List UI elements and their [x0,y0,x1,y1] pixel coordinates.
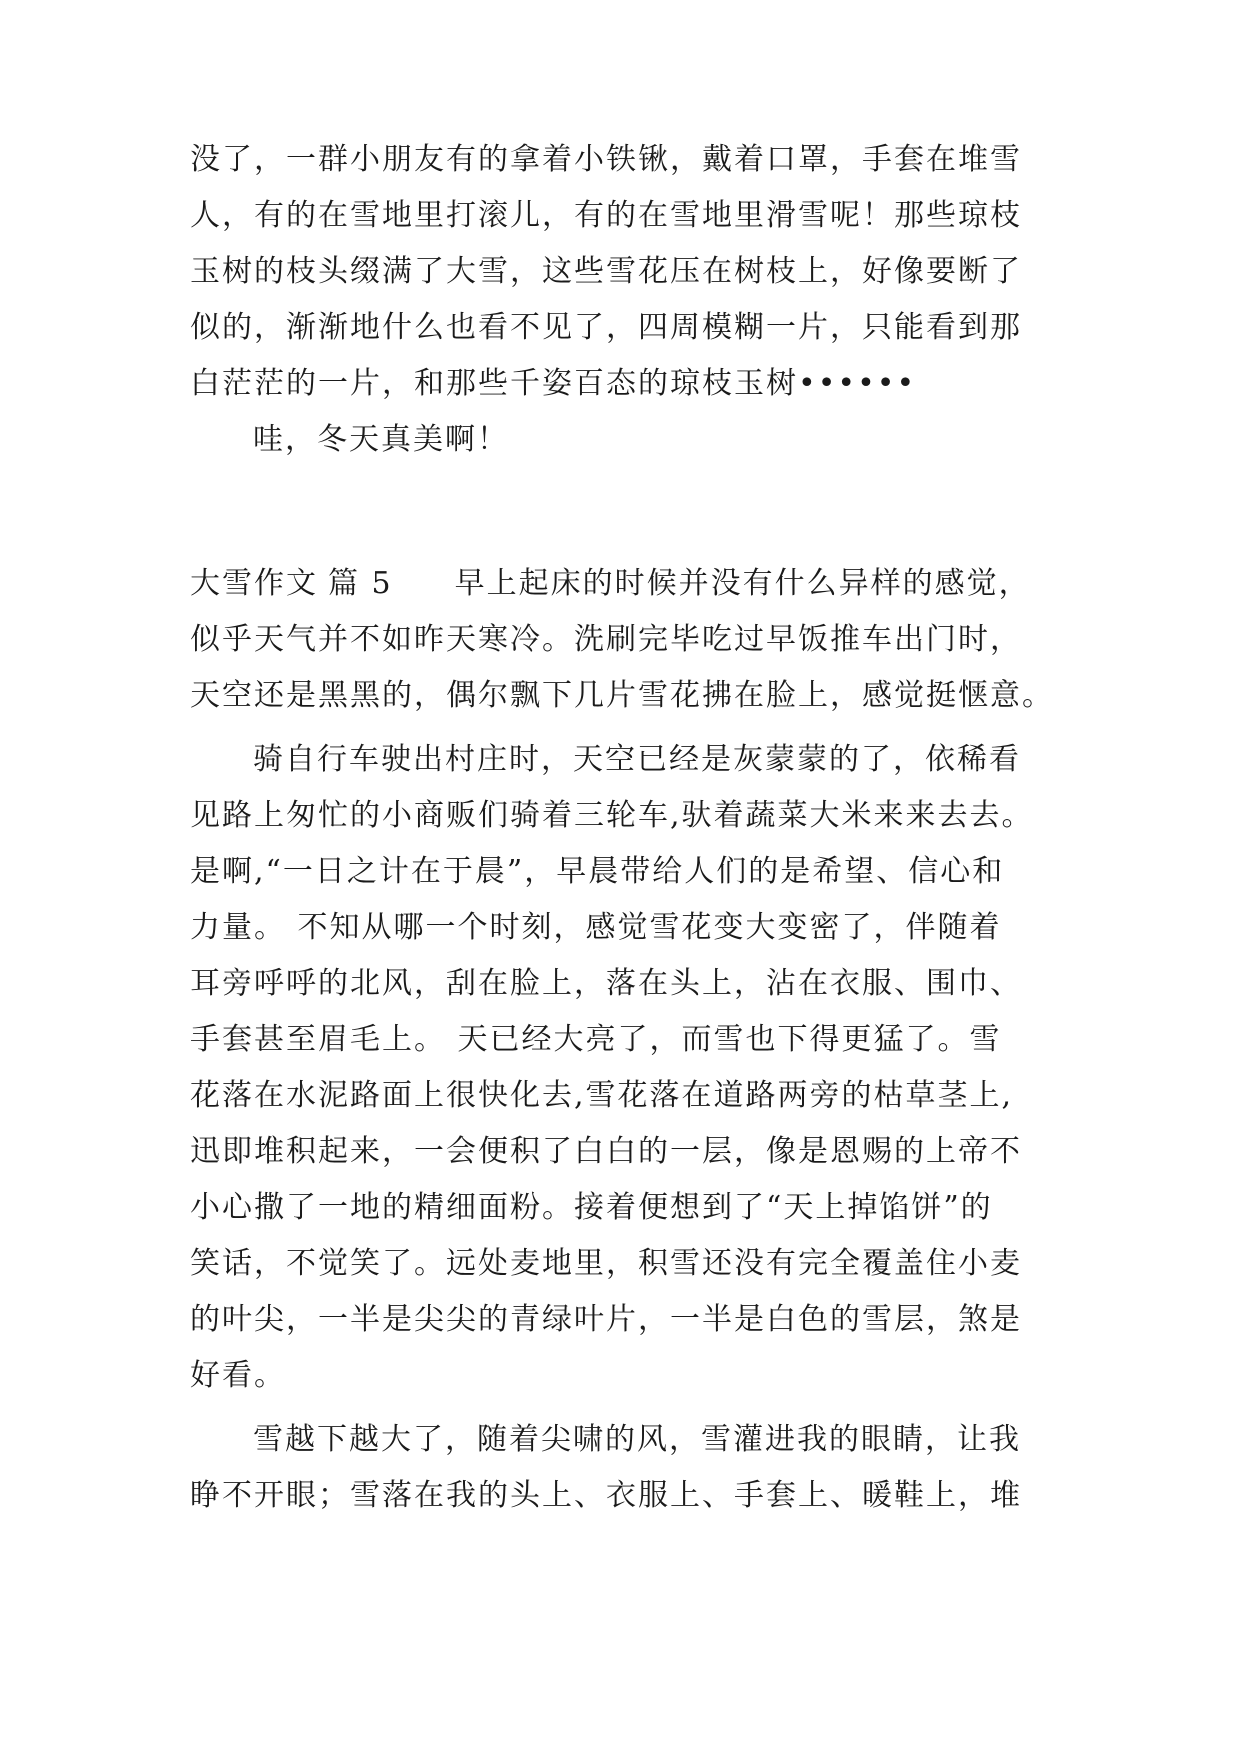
text-line: 小心撒了一地的精细面粉。接着便想到了“天上掉馅饼”的 [190,1190,993,1225]
text-line: 似的，渐渐地什么也看不见了，四周模糊一片，只能看到那 [190,310,1022,345]
text-line: 力量。 不知从哪一个时刻，感觉雪花变大变密了，伴随着 [190,910,1002,945]
text-line: 骑自行车驶出村庄时，天空已经是灰蒙蒙的了，依稀看 [253,742,1021,777]
text-line: 玉树的枝头缀满了大雪，这些雪花压在树枝上，好像要断了 [190,254,1022,289]
section-title: 大雪作文 [190,566,318,601]
text-line: 笑话，不觉笑了。远处麦地里，积雪还没有完全覆盖住小麦 [190,1246,1022,1281]
text-line: 耳旁呼呼的北风，刮在脸上，落在头上，沾在衣服、围巾、 [190,966,1022,1001]
first-line-text: 早上起床的时候并没有什么异样的感觉， [454,566,1031,601]
text-line: 花落在水泥路面上很快化去,雪花落在道路两旁的枯草茎上, [190,1078,1014,1113]
text-line: 没了，一群小朋友有的拿着小铁锹，戴着口罩，手套在堆雪 [190,142,1022,177]
text-line: 手套甚至眉毛上。 天已经大亮了，而雪也下得更猛了。雪 [190,1022,1002,1057]
text-line: 睁不开眼；雪落在我的头上、衣服上、手套上、暖鞋上，堆 [190,1478,1022,1513]
section-number: 篇 5 [328,566,393,601]
text-line: 人，有的在雪地里打滚儿，有的在雪地里滑雪呢！那些琼枝 [190,198,1022,233]
text-line: 天空还是黑黑的，偶尔飘下几片雪花拂在脸上，感觉挺惬意。 [190,678,1054,713]
text-line: 见路上匆忙的小商贩们骑着三轮车,驮着蔬菜大米来来去去。 [190,798,1034,833]
text-line: 好看。 [190,1358,286,1393]
closing-line: 哇，冬天真美啊！ [253,422,509,457]
text-line: 似乎天气并不如昨天寒冷。洗刷完毕吃过早饭推车出门时， [190,622,1022,657]
text-line: 是啊,“一日之计在于晨”，早晨带给人们的是希望、信心和 [190,854,1005,889]
text-line: 的叶尖，一半是尖尖的青绿叶片，一半是白色的雪层，煞是 [190,1302,1022,1337]
text-line: 白茫茫的一片，和那些千姿百态的琼枝玉树•••••• [190,366,917,401]
section-heading-line [190,564,1090,604]
text-line: 迅即堆积起来，一会便积了白白的一层，像是恩赐的上帝不 [190,1134,1022,1169]
text-line: 雪越下越大了，随着尖啸的风，雪灌进我的眼睛，让我 [253,1422,1021,1457]
